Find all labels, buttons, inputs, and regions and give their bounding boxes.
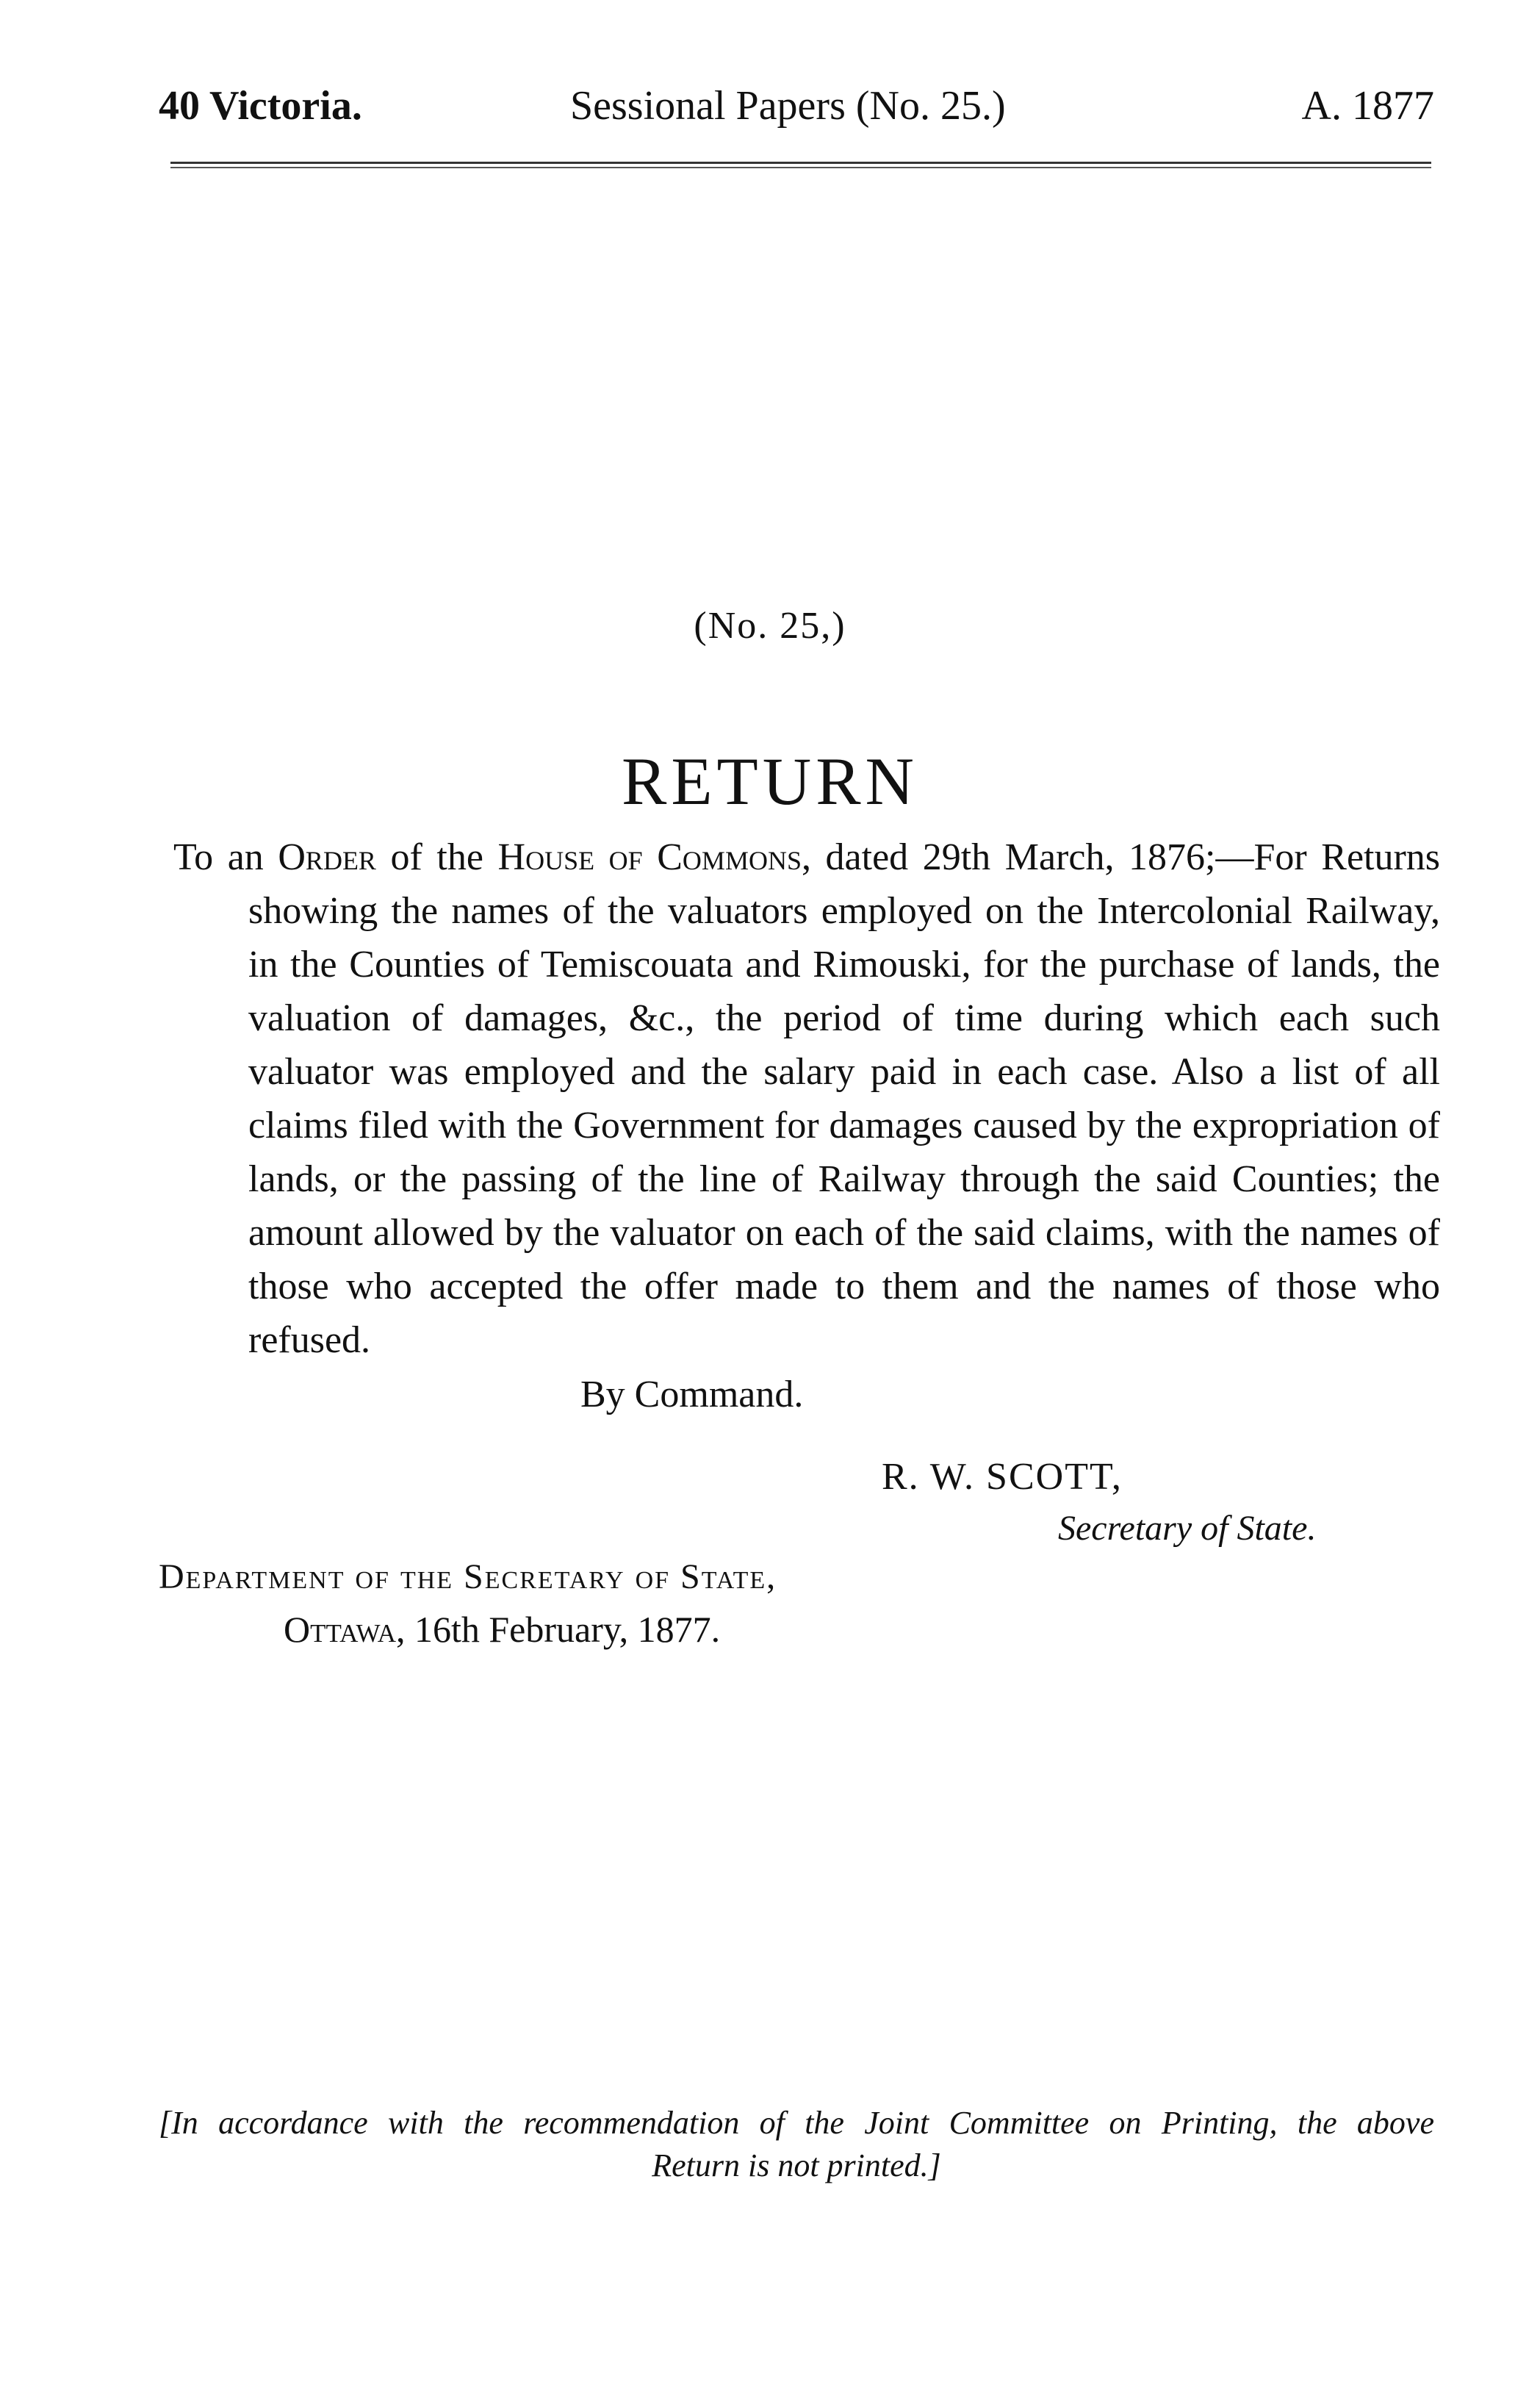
header-year: A. 1877 xyxy=(1301,83,1434,129)
place-date xyxy=(284,1608,720,1651)
signer-title: Secretary of State. xyxy=(1058,1509,1317,1548)
body-intro: To an xyxy=(173,836,264,878)
body-of-the: of the xyxy=(390,836,483,878)
place-date-text: , 16th February, 1877. xyxy=(395,1609,721,1650)
header-sessional-papers: Sessional Papers (No. 25.) xyxy=(570,83,1006,129)
header-volume: 40 Victoria. xyxy=(159,83,362,129)
by-command: By Command. xyxy=(580,1374,804,1415)
footnote xyxy=(159,2102,1434,2187)
footnote-line-1: [In accordance with the recommendation of the Joint Committee on Printing, the above xyxy=(159,2105,1434,2141)
header-double-rule xyxy=(170,162,1431,169)
return-body-paragraph xyxy=(173,830,1440,1367)
paper-number: (No. 25,) xyxy=(694,605,846,647)
rule-line-top xyxy=(170,162,1431,164)
body-text: , dated 29th March, 1876;—For Returns showing the names of the valuators employed on the Intercolonial Railway, in the Counties of Temiscouata and Rimouski, for the purchase of lands, the valuation of damages, &c., the period of time during which each such valuator was employed and the salary paid in each case. Also a list of all claims filed with the Government for damages caused by the expropriation of lands, or the passing of the line of Railway through the said Counties; the amount allowed by the valuator on each of the said claims, with the names of those who accepted the offer made to them and the names of those who refused. xyxy=(248,836,1441,1361)
body-house-of-commons: House of Commons xyxy=(497,836,802,878)
body-order: Order xyxy=(278,836,376,878)
page-header xyxy=(159,82,1434,134)
footnote-line-2: Return is not printed.] xyxy=(652,2147,941,2183)
signer-name: R. W. SCOTT, xyxy=(882,1456,1123,1498)
rule-line-bottom xyxy=(170,167,1431,168)
department-name: Department of the Secretary of State, xyxy=(159,1557,777,1596)
document-title: RETURN xyxy=(622,744,918,819)
place-city: Ottawa xyxy=(284,1609,396,1650)
